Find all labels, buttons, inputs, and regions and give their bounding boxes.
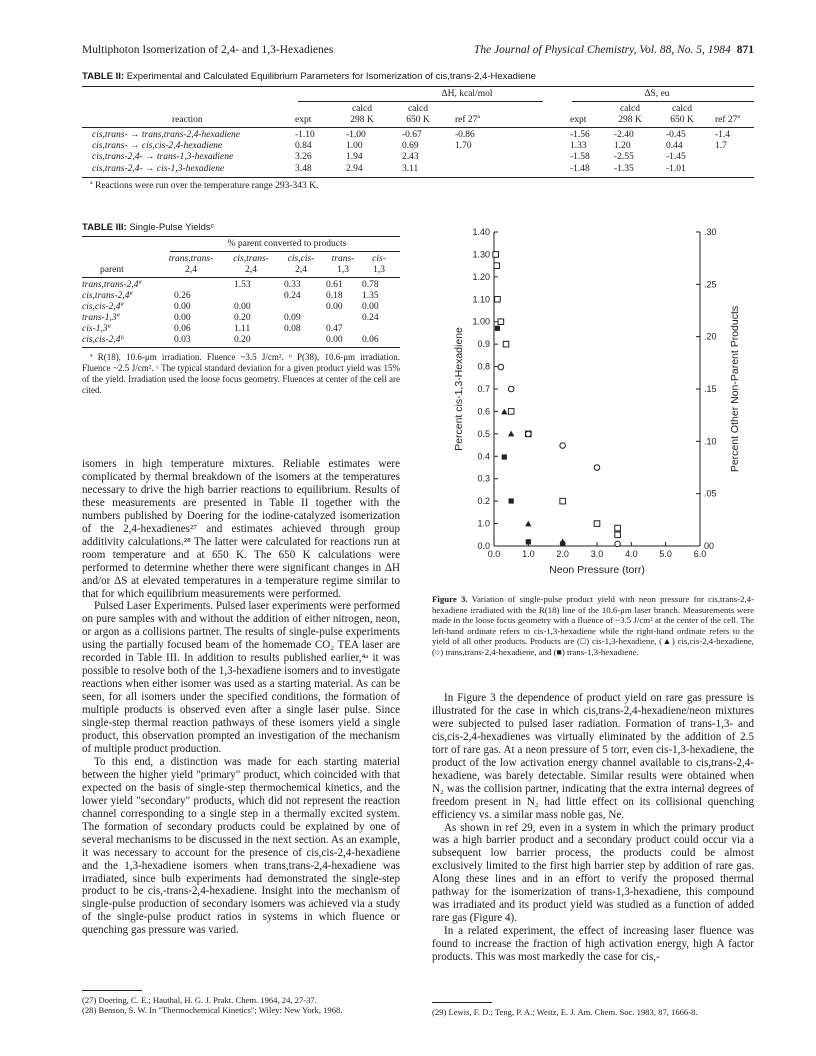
table3-col-header: 2,4 [185, 265, 197, 275]
table3-row [82, 324, 400, 335]
t2-col-reaction: reaction [172, 115, 203, 125]
y-tick-label: 0.0 [477, 541, 490, 551]
y-tick-label: 1.0 [477, 518, 490, 529]
table3-cell: 0.03 [174, 335, 191, 345]
figure3-chart [432, 226, 754, 586]
t2-s-calcd650-b: 650 K [670, 115, 694, 125]
page-number: 871 [736, 44, 754, 56]
table3-parent: cis,cis-2,4ª [82, 302, 124, 312]
table3-label: TABLE III: [82, 222, 127, 233]
footnote-rule-left [82, 990, 142, 991]
y-tick-label: 0.8 [477, 361, 490, 372]
t2-h-calcd298-a: calcd [351, 104, 373, 114]
table3-col-header: cis- [372, 254, 386, 264]
table2-reaction: cis,trans-2,4- → trans-1,3-hexadiene [92, 152, 234, 163]
figure3-caption-label: Figure 3. [432, 594, 468, 604]
left-paragraph-3: To this end, a distinction was made for each starting material between the higher yield "primary" product, which coincided with that expected on the basis of single-step thermochemical kinetics, and the lower yield "secondary" products, which did not represent the reaction channel corresponding to a single step in a thermally excited system. The formation of secondary products could be explained by one of several mechanisms to be discussed in the next section. As an example, it was necessary to account for the presence of cis,cis-2,4-hexadiene and the 1,3-hexadiene isomers when trans,trans-2,4-hexadiene was irradiated, since bulb experiments had demonstrated the single-step product to be cis,-trans-2,4-hexadiene. Insight into the mechanism of single-pulse production of secondary isomers was achieved via a study of the single-pulse product ratios in systems in which fluence or quenching gas pressure was varied. [82, 755, 400, 937]
y-tick-label: 0.2 [477, 496, 490, 507]
table3-cell: 0.20 [234, 313, 251, 323]
footnotes-right [432, 1007, 754, 1017]
open-circle-point [508, 386, 514, 392]
table2-ds-cell: -1.01 [666, 163, 686, 174]
table2-ds-cell: 0.44 [666, 141, 683, 152]
table3-cell: 0.24 [362, 313, 379, 323]
t3-col-parent: parent [100, 265, 124, 275]
table3-cell: 0.24 [284, 291, 301, 301]
table2-ds-cell: -1.45 [666, 152, 686, 163]
filled-triangle-point [525, 521, 531, 527]
y-tick-label: 1.10 [472, 294, 490, 305]
open-circle-point [498, 364, 504, 370]
table2-dh-cell: 3.11 [402, 163, 419, 174]
right-paragraph-3: In a related experiment, the effect of increasing laser fluence was found to increase the fraction of high activation energy, high A factor products. This was most markedly the case for cis,- [432, 925, 754, 964]
table3-title: Single-Pulse Yieldsᶜ [129, 222, 215, 233]
t2-h-calcd650-a: calcd [407, 104, 429, 114]
table3-footnote: ª R(18), 10.6-μm irradiation. Fluence ~3.5 J/cm². ᵇ P(38), 10.6-μm irradiation. Fluence ~2.5 J/cm². ᶜ The typical standard deviation for a given product yield was 15% of the yield. Irradiation used the loose focus geometry. Fluences at center of the cell are cited. [82, 352, 400, 395]
table3-cell: 0.08 [284, 324, 301, 334]
table3-cell: 0.06 [362, 335, 379, 345]
footnote-29: (29) Lewis, F. D.; Teng, P. A.; Weitz, E. J. Am. Chem. Soc. 1983, 87, 1666-8. [432, 1007, 698, 1017]
table2-title: Experimental and Calculated Equilibrium Parameters for Isomerization of cis,trans-2,4-Hexadiene [126, 71, 536, 82]
table2-footnote: ª Reactions were run over the temperature range 293-343 K. [90, 181, 319, 191]
table2-ds-cell: -1.4 [715, 130, 731, 140]
open-circle-point [594, 465, 600, 471]
table2-label: TABLE II: [82, 71, 125, 82]
open-square-point [494, 263, 500, 269]
table2-dh-cell: 2.94 [346, 163, 363, 174]
open-circle-point [560, 443, 566, 449]
table3-col-header: 2,4 [295, 265, 307, 275]
table3-caption [82, 222, 214, 233]
table3-cell: 0.20 [234, 335, 251, 345]
table3-parent: cis-1,3ª [82, 324, 111, 334]
table2-ds-cell: -1.48 [570, 163, 590, 174]
filled-triangle-point [508, 431, 514, 437]
figure3-caption-text: Variation of single-pulse product yield with neon pressure for cis,trans-2,4-hexadiene irradiated with the R(18) line of the 10.6-μm laser branch. Measurements were made in the loose focus geometry with a fluence of ~3.5 J/cm² at the center of the cell. The left-hand ordinate refers to cis-1,3-hexadiene while the right-hand ordinate refers to the yield of all other products. Products are (□) cis-1,3-hexadiene, (▲) cis,cis-2,4-hexadiene, (○) trans,trans-2,4-hexadiene, and (■) trans-1,3-hexadiene. [432, 594, 754, 657]
table2-dh-cell: 3.26 [295, 152, 312, 163]
table3-col-header: 1,3 [337, 265, 349, 275]
table2-bottom-rule [82, 177, 754, 178]
y-axis-label: Percent cis-1,3-Hexadiene [453, 327, 465, 451]
t2-h-calcd650-b: 650 K [406, 115, 430, 125]
table2-dh-cell: -0.86 [455, 130, 475, 140]
open-square-point [503, 341, 509, 347]
x-tick-label: 1.0 [522, 549, 535, 559]
table2-ds-cell: -1.58 [570, 152, 590, 163]
table3-cell: 0.47 [326, 324, 343, 334]
table3-cell: 1.11 [234, 324, 251, 334]
table3-group-rule [170, 251, 400, 252]
table3-group: % parent converted to products [227, 239, 347, 249]
table2-caption [82, 71, 536, 82]
table3-col-header: cis,cis- [287, 254, 315, 264]
open-square-point [495, 296, 501, 302]
table2-top-rule [82, 86, 754, 87]
table3-cell: 0.33 [284, 280, 301, 290]
open-circle-point [615, 541, 621, 547]
table2-header-rule [82, 127, 754, 128]
table3-cell: 1.53 [234, 280, 251, 290]
table3-col-header: trans- [331, 254, 355, 264]
table2-ds-rule [572, 101, 754, 102]
table3-col-header: trans,trans- [168, 254, 214, 264]
t2-col-expt-s: expt [570, 115, 587, 125]
x-tick-label: 3.0 [590, 549, 604, 559]
table3-row [82, 335, 400, 346]
open-circle-point [526, 431, 532, 437]
table2-ds-cell: -2.40 [614, 130, 634, 140]
table3-cell: 0.09 [284, 313, 301, 323]
x-tick-label: 0.0 [487, 549, 501, 559]
filled-square-point [560, 541, 565, 546]
table2-ds-cell: 1.33 [570, 141, 587, 152]
t2-s-calcd650-a: calcd [671, 104, 693, 114]
t2-h-calcd298-b: 298 K [350, 115, 374, 125]
table2-ds-cell: -0.45 [666, 130, 686, 140]
y2-tick-label: .30 [704, 227, 717, 237]
table2-dh-cell: 2.43 [402, 152, 419, 163]
y-tick-label: 0.7 [477, 384, 490, 394]
open-square-point [615, 525, 621, 531]
filled-triangle-point [501, 409, 507, 415]
table2-row [82, 152, 754, 163]
left-paragraph-1: isomers in high temperature mixtures. Reliable estimates were complicated by thermal breakdown of the isomers at the temperatures necessary to drive the high barrier reactions to equilibrium. Results of these measurements are presented in Table II together with the numbers published by Doering for the iodine-catalyzed isomerization of the 2,4-hexadienes²⁷ and estimates achieved through group additivity calculations.²⁸ The latter were calculated for reactions run at room temperature and at 650 K. The 650 K calculations were performed to determine whether there were significant changes in ΔH and/or ΔS at elevated temperatures in a temperature regime similar to that for which equilibrium measurements were performed. [82, 458, 400, 600]
y2-tick-label: .05 [704, 488, 717, 499]
filled-square-point [526, 539, 531, 544]
footnote-28: (28) Benson, S. W. In "Thermochemical Kinetics"; Wiley: New York, 1968. [82, 1005, 343, 1016]
table3-header-rule [82, 277, 400, 278]
y-tick-label: 0.3 [477, 473, 490, 484]
footnote-27: (27) Doering, C. E.; Hauthal, H. G. J. Prakt. Chem. 1964, 24, 27-37. [82, 995, 317, 1005]
table2-dh-cell: -1.00 [346, 130, 366, 140]
open-square-point [493, 252, 499, 258]
y2-tick-label: .10 [704, 436, 717, 447]
y-tick-label: 0.4 [477, 451, 490, 462]
table3-cell: 1.35 [362, 291, 379, 301]
open-square-point [594, 521, 600, 527]
table2-dh-cell: -0.67 [402, 130, 422, 140]
y-tick-label: 1.30 [472, 249, 490, 260]
filled-square-point [495, 326, 500, 331]
left-paragraph-2: Pulsed Laser Experiments. Pulsed laser experiments were performed on pure samples with and without the addition of either nitrogen, neon, or argon as a collisions partner. The results of single-pulse experiments using the partially focused beam of the homemade CO₂ TEA laser are recorded in Table III. In addition to results published earlier,⁴ᵃ it was possible to resolve both of the 1,3-hexadiene isomers and to investigate reactions when either isomer was used as a starting material. As can be seen, for all isomers under the specified conditions, the formation of multiple products is observed even after a single laser pulse. Since single-step thermal reaction pathways of these isomers yield a single product, this observation prompted an investigation of the mechanism of multiple product production. [82, 600, 400, 755]
x-axis-label: Neon Pressure (torr) [549, 564, 645, 576]
t2-col-expt-h: expt [295, 115, 312, 125]
right-column-text [432, 692, 754, 964]
y2-tick-label: .15 [704, 384, 717, 394]
x-tick-label: 5.0 [659, 549, 672, 559]
open-square-point [498, 319, 504, 325]
table3-cell: 0.00 [362, 302, 379, 312]
table2-reaction: cis,trans- → trans,trans-2,4-hexadiene [92, 130, 241, 140]
figure3-caption [432, 594, 754, 658]
table3-cell: 0.26 [174, 291, 191, 301]
table2-dh-cell: 1.70 [455, 141, 472, 152]
footnotes-left [82, 995, 400, 1016]
table3-cell: 0.00 [326, 302, 343, 312]
y-tick-label: 1.00 [472, 316, 490, 327]
journal-name: The Journal of Physical Chemistry, Vol. 88, No. 5, 1984 [473, 44, 731, 56]
y-tick-label: 0.6 [477, 406, 490, 417]
table3-row [82, 280, 400, 291]
table3-cell: 0.18 [326, 291, 343, 301]
figure3-marks [493, 252, 621, 547]
table3-cell: 0.00 [234, 302, 251, 312]
x-tick-label: 4.0 [625, 549, 638, 559]
table2-ds-cell: 1.20 [614, 141, 631, 152]
t2-s-calcd298-a: calcd [619, 104, 641, 114]
table3-cell: 0.00 [326, 335, 343, 345]
table3-parent: trans,trans-2,4ª [82, 280, 142, 290]
table3-cell: 0.00 [174, 302, 191, 312]
table3-row [82, 291, 400, 302]
table3-cell: 0.00 [174, 313, 191, 323]
t2-col-ref-s: ref 27ª [715, 115, 741, 125]
x-tick-label: 2.0 [556, 549, 569, 559]
table2-dh-cell: -1.10 [295, 130, 315, 140]
running-header-left: Multiphoton Isomerization of 2,4- and 1,3-Hexadienes [82, 44, 334, 56]
table2-ds-cell: -1.56 [570, 130, 590, 140]
left-column-text [82, 458, 400, 937]
open-square-point [508, 409, 514, 415]
y2-tick-label: .25 [704, 279, 717, 290]
y-tick-label: 1.40 [472, 227, 490, 237]
table3-col-header: cis,trans- [233, 254, 269, 264]
y-tick-label: 1.20 [472, 271, 490, 282]
t2-s-calcd298-b: 298 K [618, 115, 642, 125]
table3-cell: 0.78 [362, 280, 379, 290]
table3-top-rule [82, 236, 400, 237]
y2-axis-label: Percent Other Non-Parent Products [729, 305, 741, 473]
table2-dh-rule [298, 101, 543, 102]
table2-dh-cell: 1.94 [346, 152, 363, 163]
table3-col-header: 1,3 [373, 265, 385, 275]
y2-tick-label: .20 [704, 331, 717, 342]
table2-ds-cell: -2.55 [614, 152, 634, 163]
right-paragraph-1: In Figure 3 the dependence of product yield on rare gas pressure is illustrated for the case in which cis,trans-2,4-hexadiene/neon mixtures were subjected to pulsed laser radiation. Formation of trans-1,3- and cis,cis-2,4-hexadienes was virtually eliminated by the addition of 2.5 torr of rare gas. At a neon pressure of 5 torr, even cis-1,3-hexadiene, the product of the low activation energy channel available to cis,trans-2,4-hexadiene, was barely detectable. Similar results were obtained when N₂ was the collision partner, indicating that the extra internal degrees of freedom present in N₂ had little effect on its collisional quenching efficiency vs. a similar mass noble gas, Ne. [432, 692, 754, 821]
table2-dh-cell: 0.69 [402, 141, 419, 152]
t2-col-ref-h: ref 27ª [455, 115, 481, 125]
table2-reaction: cis,trans- → cis,cis-2,4-hexadiene [92, 141, 223, 152]
filled-square-point [502, 454, 507, 459]
filled-square-point [509, 498, 514, 503]
table2-group-ds: ΔS, eu [644, 89, 670, 99]
table3-row [82, 302, 400, 313]
open-square-point [615, 532, 621, 538]
table2-ds-cell: -1.35 [614, 163, 634, 174]
table3-cell: 0.06 [174, 324, 191, 334]
table2-dh-cell: 3.48 [295, 163, 312, 174]
table3-bottom-rule [82, 347, 400, 348]
table2-dh-cell: 1.00 [346, 141, 363, 152]
table3-parent: cis,trans-2,4ª [82, 291, 133, 301]
running-header-right [474, 44, 754, 56]
table2-ds-cell: 1.7 [715, 141, 727, 152]
table3-parent: trans-1,3ª [82, 313, 120, 323]
table2-group-dh: ΔH, kcal/mol [441, 89, 493, 99]
right-paragraph-2: As shown in ref 29, even in a system in which the primary product was a high barrier product and a secondary product could occur via a subsequent low barrier process, the products could be almost exclusively limited to the first high barrier step by addition of rare gas. Along these lines and in an effort to verify the proposed thermal pathway for the isomerization of trans-1,3-hexadiene, this compound was irradiated and its product yield was studied as a function of added rare gas (Figure 4). [432, 821, 754, 925]
y-tick-label: 0.9 [477, 339, 490, 350]
table3-row [82, 313, 400, 324]
table2-dh-cell: 0.84 [295, 141, 312, 152]
x-tick-label: 6.0 [693, 549, 707, 559]
table2-row [82, 164, 754, 175]
table3-col-header: 2,4 [245, 265, 257, 275]
table2-row [82, 130, 754, 141]
y-tick-label: 0.5 [477, 428, 490, 439]
table2-row [82, 141, 754, 152]
open-square-point [560, 498, 566, 504]
footnote-rule-right [432, 1002, 492, 1003]
table3-cell: 0.61 [326, 280, 343, 290]
table2-reaction: cis,trans-2,4- → cis-1,3-hexadiene [92, 163, 225, 174]
table3-parent: cis,cis-2,4ᵇ [82, 335, 124, 345]
y2-tick-label: 00 [704, 541, 715, 551]
